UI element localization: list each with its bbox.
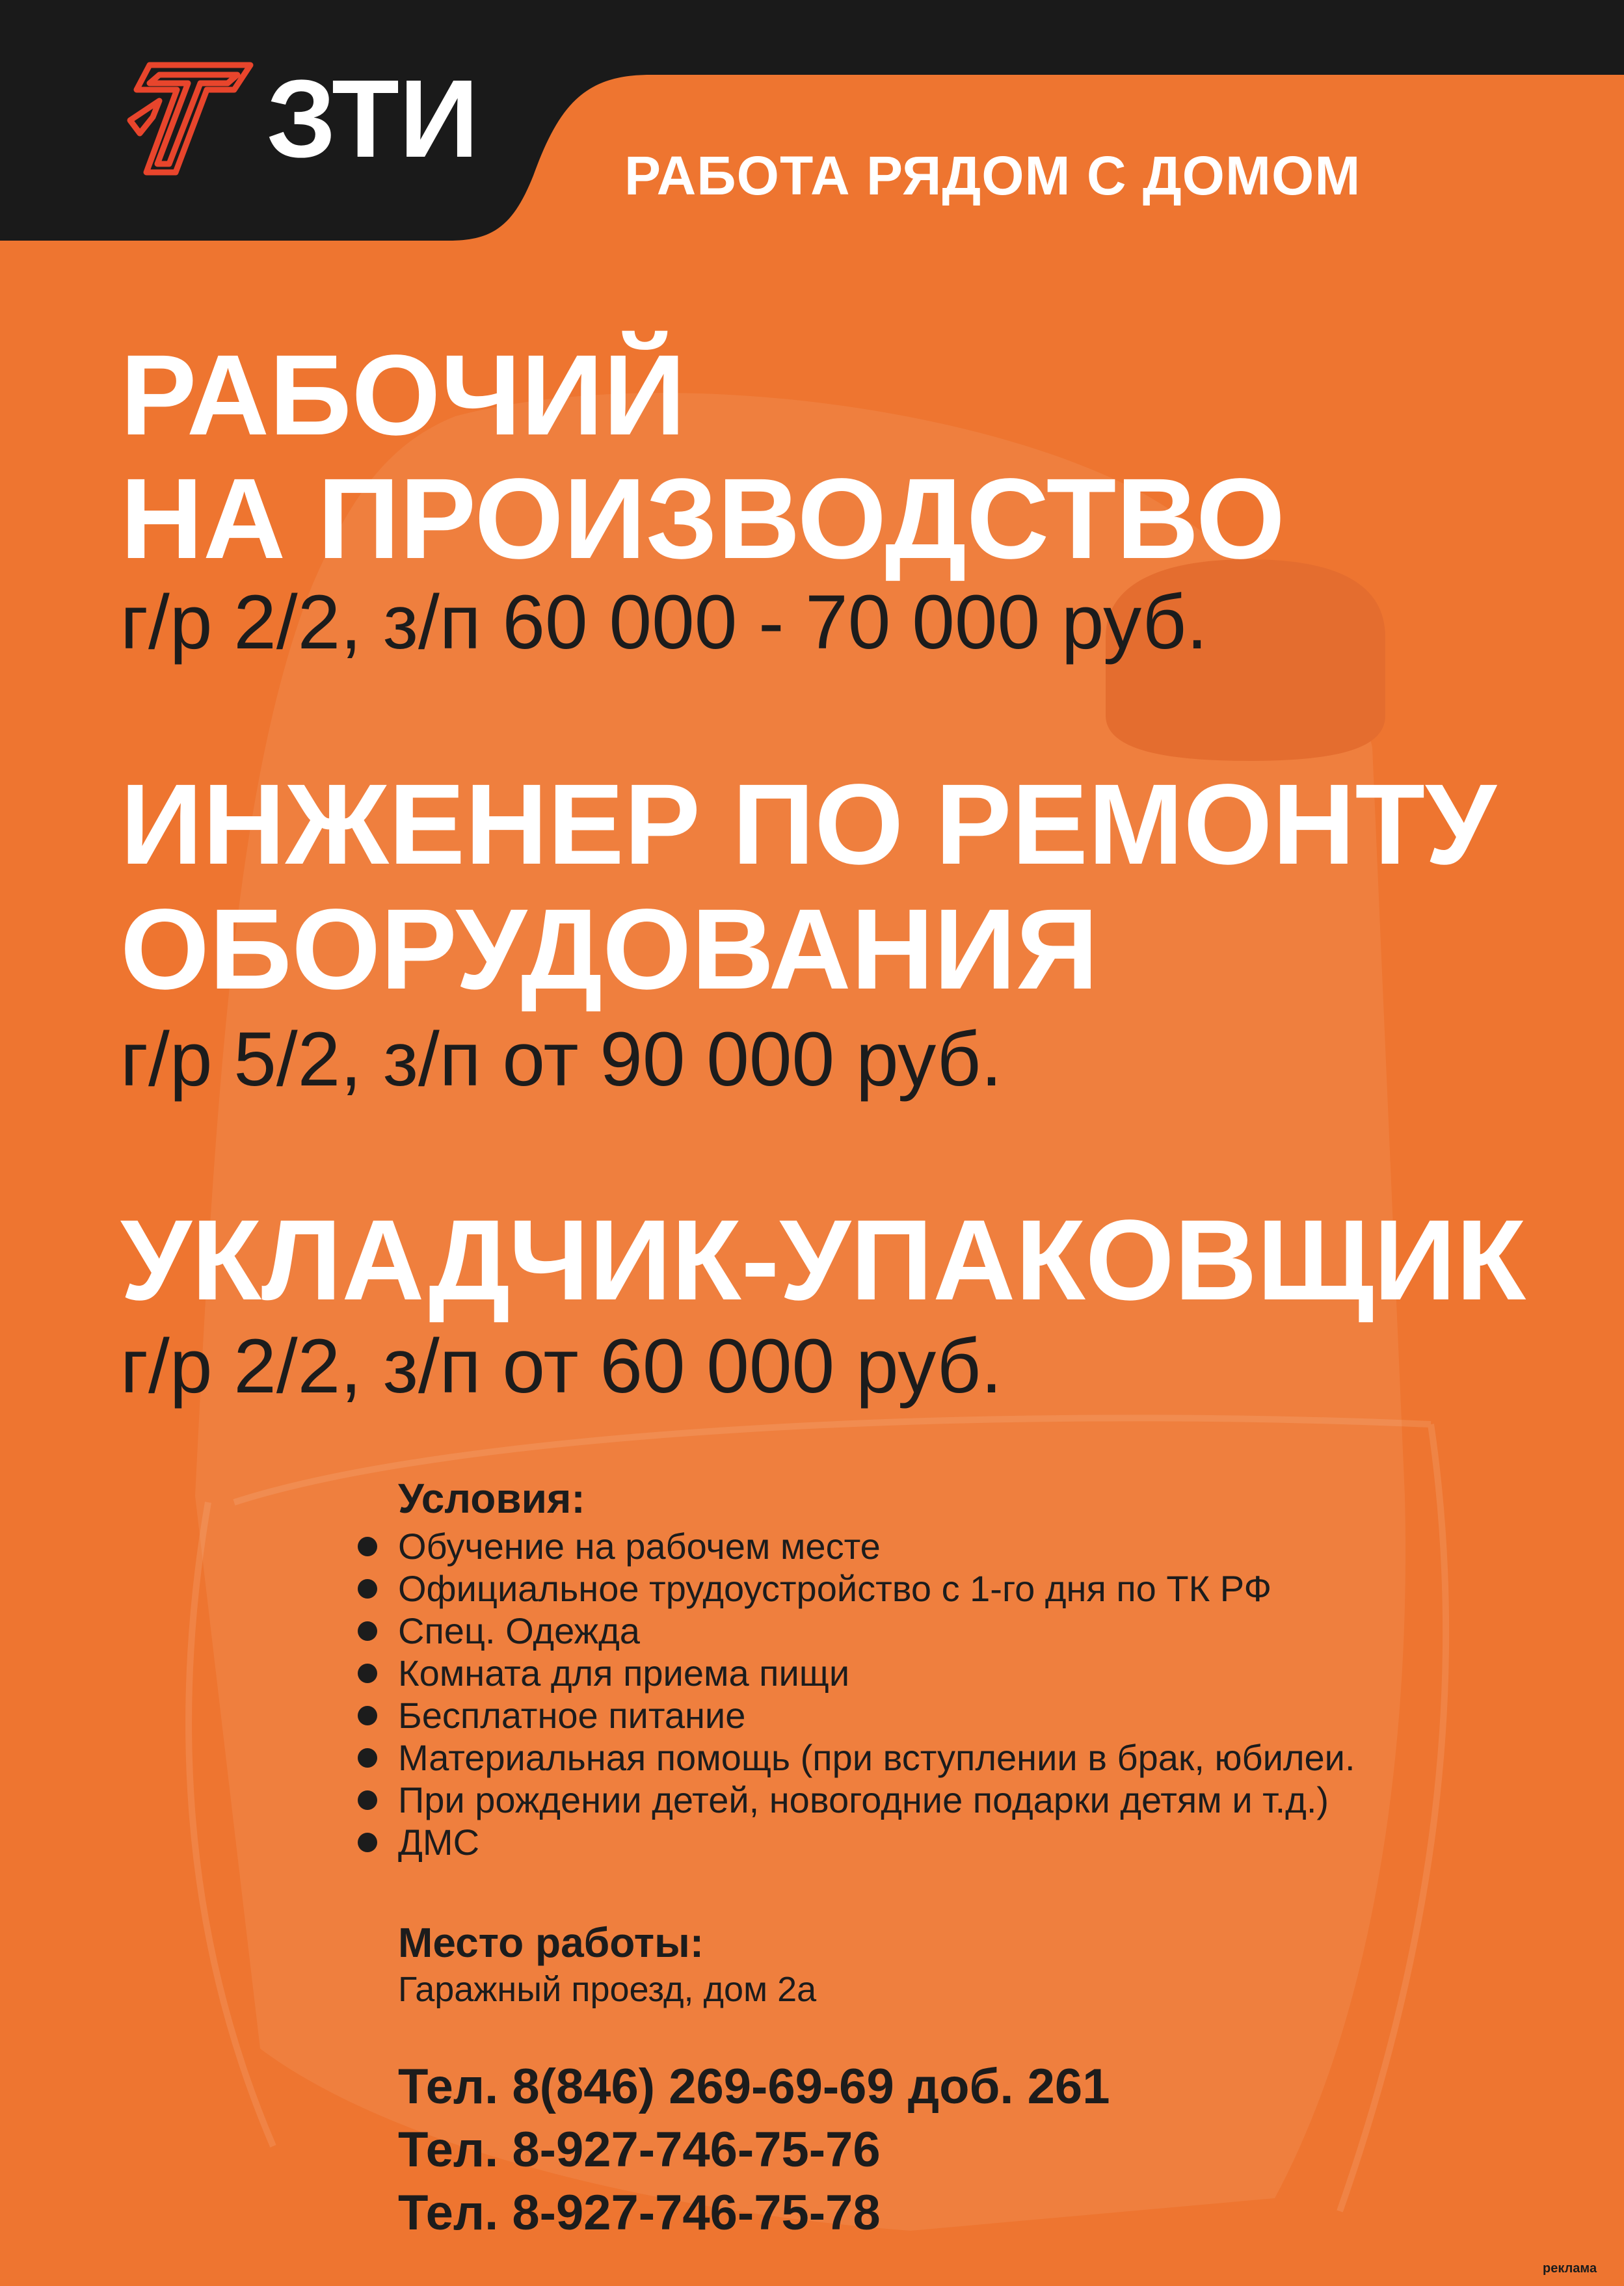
zti-logo-mark-icon bbox=[124, 52, 260, 182]
workplace-title: Место работы: bbox=[398, 1919, 704, 1966]
conditions-title: Условия: bbox=[398, 1475, 585, 1522]
vacancy-1-title-line-1: РАБОЧИЙ bbox=[120, 332, 686, 459]
vacancy-2-details: г/р 5/2, з/п от 90 000 руб. bbox=[120, 1017, 1002, 1102]
phone-number-2: Тел. 8-927-746-75-76 bbox=[398, 2122, 881, 2177]
condition-item bbox=[356, 1525, 1355, 1567]
bullet-icon bbox=[358, 1790, 377, 1810]
condition-text: Спец. Одежда bbox=[398, 1610, 640, 1651]
condition-item bbox=[356, 1694, 1355, 1736]
condition-item bbox=[356, 1567, 1355, 1610]
vacancy-2-title-line-1: ИНЖЕНЕР ПО РЕМОНТУ bbox=[120, 761, 1497, 888]
phone-number-3: Тел. 8-927-746-75-78 bbox=[398, 2185, 881, 2240]
condition-text: Материальная помощь (при вступлении в брак, юбилеи. bbox=[398, 1737, 1355, 1778]
logo-text: ЗТИ bbox=[267, 57, 479, 181]
condition-item bbox=[356, 1821, 1355, 1863]
bullet-icon bbox=[358, 1621, 377, 1641]
workplace-address: Гаражный проезд, дом 2а bbox=[398, 1970, 817, 2009]
condition-text: Официальное трудоустройство с 1-го дня по ТК РФ bbox=[398, 1568, 1272, 1609]
condition-text: ДМС bbox=[398, 1822, 480, 1863]
vacancy-3-details: г/р 2/2, з/п от 60 000 руб. bbox=[120, 1323, 1002, 1409]
bullet-icon bbox=[358, 1706, 377, 1725]
bullet-icon bbox=[358, 1833, 377, 1852]
bullet-icon bbox=[358, 1579, 377, 1599]
condition-text: Обучение на рабочем месте bbox=[398, 1526, 881, 1567]
bullet-icon bbox=[358, 1664, 377, 1683]
vacancy-2-title-line-2: ОБОРУДОВАНИЯ bbox=[120, 886, 1098, 1013]
condition-text: При рождении детей, новогодние подарки детям и т.д.) bbox=[398, 1779, 1329, 1820]
vacancy-1-title-line-2: НА ПРОИЗВОДСТВО bbox=[120, 455, 1285, 583]
ad-mark: реклама bbox=[1543, 2261, 1597, 2276]
condition-text: Комната для приема пищи bbox=[398, 1653, 850, 1694]
condition-item bbox=[356, 1652, 1355, 1694]
phone-list bbox=[398, 2055, 1110, 2244]
conditions-list bbox=[356, 1525, 1355, 1863]
bullet-icon bbox=[358, 1748, 377, 1768]
phone-number-1: Тел. 8(846) 269-69-69 доб. 261 bbox=[398, 2059, 1110, 2114]
bullet-icon bbox=[358, 1537, 377, 1556]
condition-item bbox=[356, 1736, 1355, 1779]
condition-item bbox=[356, 1610, 1355, 1652]
condition-text: Бесплатное питание bbox=[398, 1695, 746, 1736]
vacancy-3-title: УКЛАДЧИК-УПАКОВЩИК bbox=[120, 1197, 1526, 1324]
vacancy-1-details: г/р 2/2, з/п 60 000 - 70 000 руб. bbox=[120, 579, 1208, 665]
condition-item bbox=[356, 1779, 1355, 1821]
tagline: РАБОТА РЯДОМ С ДОМОМ bbox=[624, 145, 1361, 206]
